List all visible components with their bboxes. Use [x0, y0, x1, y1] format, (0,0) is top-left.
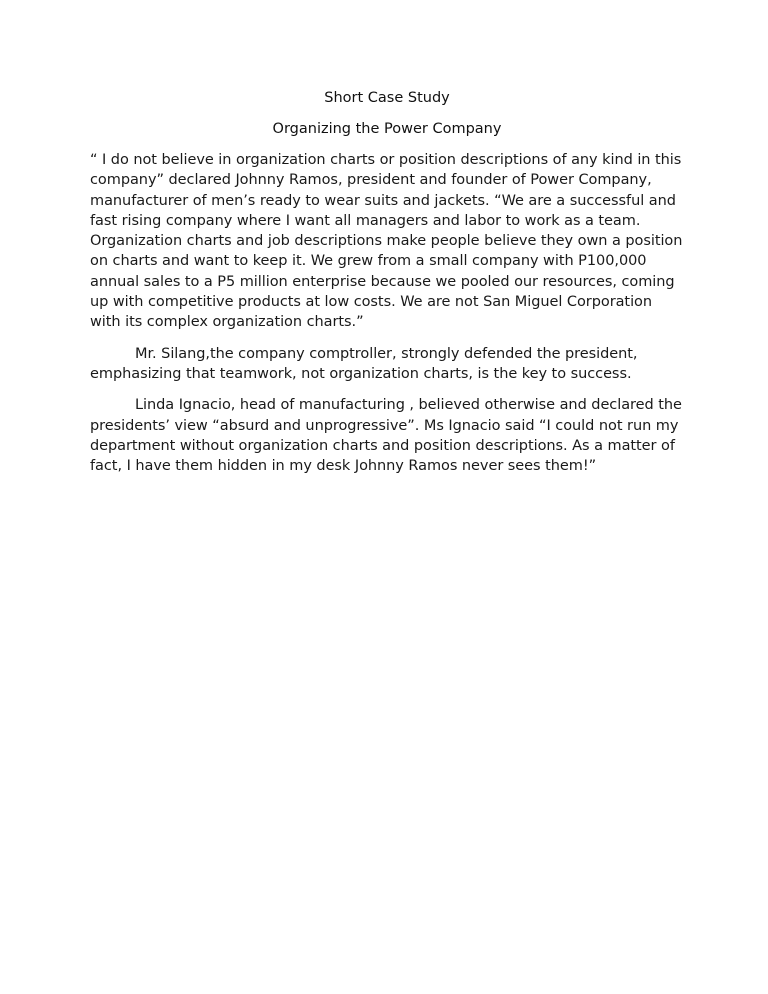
paragraph-ignacio: Linda Ignacio, head of manufacturing , believed otherwise and declared the presidents’ view “absurd and unprogressive”. Ms Ignacio said “I could not run my department without organization charts and position descriptions. As a matter of fact, I have them hidden in my desk Johnny Ramos never sees them!” — [90, 397, 682, 475]
paragraph-ramos-quote: “ I do not believe in organization charts or position descriptions of any kind in this company” declared Johnny Ramos, president and founder of Power Company, manufacturer of men’s ready to wear suits and jackets. “We are a successful and fast rising company where I want all managers and labor to work as a team. Organization charts and job descriptions make people believe they own a position on charts and want to keep it. We grew from a small company with P100,000 annual sales to a P5 million enterprise because we pooled our resources, coming up with competitive products at low costs. We are not San Miguel Corporation with its complex organization charts.” — [90, 152, 683, 331]
document-subtitle: Organizing the Power Company — [272, 121, 502, 137]
document-title: Short Case Study — [324, 90, 450, 106]
document-body — [90, 88, 684, 487]
paragraph-silang: Mr. Silang,the company comptroller, strongly defended the president, emphasizing that teamwork, not organization charts, is the key to success. — [90, 345, 638, 382]
